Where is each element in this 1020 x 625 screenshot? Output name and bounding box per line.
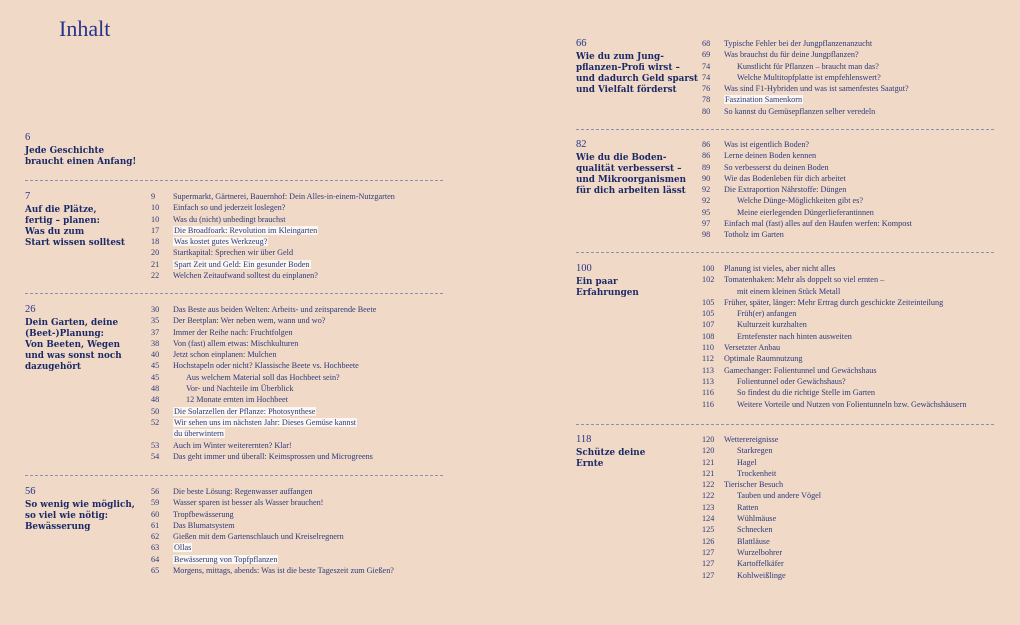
entry-title-highlight: Bewässerung von Topfpflanzen bbox=[174, 554, 278, 564]
toc-entry[interactable] bbox=[151, 531, 394, 542]
entry-title: Was sind F1-Hybriden und was ist samenfestes Saatgut? bbox=[724, 84, 909, 94]
section-divider bbox=[576, 252, 994, 253]
entry-page-number: 52 bbox=[151, 417, 160, 427]
entry-title bbox=[173, 554, 278, 565]
entry-page-number: 108 bbox=[702, 331, 715, 341]
toc-entry[interactable] bbox=[151, 247, 395, 258]
toc-entry[interactable] bbox=[151, 520, 394, 531]
toc-entry[interactable] bbox=[702, 49, 909, 60]
entry-title-highlight: Spart Zeit und Geld: Ein gesunder Boden bbox=[174, 259, 310, 269]
toc-entry[interactable] bbox=[702, 342, 967, 353]
entry-page-number: 90 bbox=[702, 173, 711, 183]
toc-entry[interactable] bbox=[702, 286, 967, 297]
entry-title: Totholz im Garten bbox=[724, 230, 784, 240]
toc-entry[interactable] bbox=[702, 490, 821, 501]
toc-entry[interactable] bbox=[151, 486, 394, 497]
section-divider bbox=[25, 180, 443, 181]
entry-title: Blattläuse bbox=[737, 536, 770, 546]
section-entries bbox=[151, 191, 395, 281]
entry-title: 12 Monate ernten im Hochbeet bbox=[186, 395, 288, 405]
entry-page-number bbox=[151, 428, 173, 439]
entry-page-number: 60 bbox=[151, 509, 160, 519]
entry-page-number: 59 bbox=[151, 498, 160, 508]
entry-page-number: 10 bbox=[151, 203, 160, 213]
entry-page-number: 37 bbox=[151, 327, 160, 337]
section-title: Schütze deine Ernte bbox=[576, 448, 646, 469]
section-entries bbox=[702, 263, 967, 410]
entry-title: Wie das Bodenleben für dich arbeitet bbox=[724, 173, 846, 183]
entry-page-number: 92 bbox=[702, 196, 711, 206]
entry-page-number: 61 bbox=[151, 520, 160, 530]
entry-page-number: 54 bbox=[151, 451, 160, 461]
toc-entry[interactable] bbox=[702, 365, 967, 376]
entry-title-highlight: Die Solarzellen der Pflanze: Photosynthese bbox=[174, 406, 316, 416]
section-divider bbox=[576, 424, 994, 425]
toc-entry[interactable] bbox=[151, 315, 376, 326]
entry-page-number: 48 bbox=[151, 395, 160, 405]
toc-entry[interactable] bbox=[702, 468, 821, 479]
toc-entry[interactable] bbox=[702, 524, 821, 535]
toc-entry[interactable] bbox=[702, 536, 821, 547]
toc-entry[interactable] bbox=[702, 502, 821, 513]
entry-title: Welche Dünge-Möglichkeiten gibt es? bbox=[737, 196, 863, 206]
toc-entry[interactable] bbox=[151, 451, 376, 462]
toc-entry[interactable] bbox=[151, 225, 395, 236]
entry-page-number: 48 bbox=[151, 384, 160, 394]
toc-entry[interactable] bbox=[702, 218, 912, 229]
section-page-number: 26 bbox=[25, 304, 36, 315]
toc-entry[interactable] bbox=[702, 434, 821, 445]
toc-entry[interactable] bbox=[151, 428, 376, 439]
section-page-number: 6 bbox=[25, 132, 31, 143]
entry-page-number: 20 bbox=[151, 248, 160, 258]
toc-entry[interactable] bbox=[151, 349, 376, 360]
entry-page-number: 74 bbox=[702, 61, 711, 71]
toc-entry[interactable] bbox=[702, 184, 912, 195]
toc-entry[interactable] bbox=[702, 94, 909, 105]
entry-title: Tropfbewässerung bbox=[173, 509, 234, 519]
section-entries bbox=[151, 486, 394, 576]
entry-title: Optimale Raumnutzung bbox=[724, 354, 803, 364]
toc-entry[interactable] bbox=[702, 387, 967, 398]
entry-page-number: 95 bbox=[702, 207, 711, 217]
entry-title: Starkregen bbox=[737, 446, 773, 456]
entry-title: Einfach mal (fast) alles auf den Haufen werfen: Kompost bbox=[724, 219, 912, 229]
toc-entry[interactable] bbox=[151, 338, 376, 349]
section-entries bbox=[151, 304, 376, 462]
entry-page-number: 122 bbox=[702, 491, 715, 501]
entry-page-number: 113 bbox=[702, 365, 714, 375]
toc-entry[interactable] bbox=[702, 173, 912, 184]
entry-page-number: 98 bbox=[702, 230, 711, 240]
toc-entry[interactable] bbox=[151, 372, 376, 383]
toc-entry[interactable] bbox=[702, 331, 967, 342]
toc-entry[interactable] bbox=[151, 554, 394, 565]
section-divider bbox=[25, 475, 443, 476]
entry-title: Auch im Winter weiterernten? Klar! bbox=[173, 440, 292, 450]
section-page-number: 56 bbox=[25, 486, 36, 497]
entry-title bbox=[173, 225, 318, 236]
toc-entry[interactable] bbox=[702, 479, 821, 490]
toc-entry[interactable] bbox=[702, 376, 967, 387]
entry-title: Vor- und Nachteile im Überblick bbox=[186, 384, 294, 394]
entry-title: Tomatenhaken: Mehr als doppelt so viel ernten – bbox=[724, 275, 885, 285]
toc-entry[interactable] bbox=[151, 191, 395, 202]
entry-page-number: 86 bbox=[702, 151, 711, 161]
section-title: Dein Garten, deine (Beet-)Planung: Von Beeten, Wegen und was sonst noch dazugehört bbox=[25, 318, 122, 372]
toc-entry[interactable] bbox=[151, 497, 394, 508]
entry-title: So kannst du Gemüsepflanzen selber veredeln bbox=[724, 106, 876, 116]
toc-entry[interactable] bbox=[702, 558, 821, 569]
entry-page-number: 53 bbox=[151, 440, 160, 450]
toc-entry[interactable] bbox=[151, 214, 395, 225]
entry-title: Folientunnel oder Gewächshaus? bbox=[737, 376, 846, 386]
entry-page-number: 97 bbox=[702, 219, 711, 229]
entry-title: Was du (nicht) unbedingt brauchst bbox=[173, 214, 286, 224]
toc-entry[interactable] bbox=[702, 38, 909, 49]
entry-page-number: 9 bbox=[151, 192, 156, 201]
section-title: Wie du zum Jung- pflanzen-Profi wirst – und dadurch Geld sparst und Vielfalt förderst bbox=[576, 52, 698, 95]
toc-entry[interactable] bbox=[702, 547, 821, 558]
entry-title: Ratten bbox=[737, 502, 759, 512]
entry-page-number: 40 bbox=[151, 350, 160, 360]
entry-title: Von (fast) allem etwas: Mischkulturen bbox=[173, 338, 299, 348]
entry-title: Trockenheit bbox=[737, 468, 777, 478]
toc-entry[interactable] bbox=[702, 297, 967, 308]
toc-entry[interactable] bbox=[151, 417, 376, 428]
entry-page-number: 123 bbox=[702, 502, 715, 512]
entry-title: Der Beetplan: Wer neben wem, wann und wo? bbox=[173, 316, 326, 326]
toc-entry[interactable] bbox=[151, 270, 395, 281]
entry-page-number: 80 bbox=[702, 106, 711, 116]
entry-page-number: 126 bbox=[702, 536, 715, 546]
section-entries bbox=[702, 139, 912, 241]
toc-entry[interactable] bbox=[151, 202, 395, 213]
entry-title: Früher, später, länger: Mehr Ertrag durch geschickte Zeiteinteilung bbox=[724, 297, 944, 307]
entry-page-number: 107 bbox=[702, 320, 715, 330]
entry-title: Weitere Vorteile und Nutzen von Folientunneln bzw. Gewächshäusern bbox=[737, 399, 967, 409]
entry-page-number: 63 bbox=[151, 543, 160, 553]
entry-title: mit einem kleinen Stück Metall bbox=[737, 286, 841, 296]
entry-page-number: 64 bbox=[151, 554, 160, 564]
toc-entry[interactable] bbox=[702, 353, 967, 364]
entry-title: Gießen mit dem Gartenschlauch und Kreiselregnern bbox=[173, 532, 344, 542]
entry-page-number: 21 bbox=[151, 259, 160, 269]
entry-page-number: 127 bbox=[702, 570, 715, 580]
entry-title: Kulturzeit kurzhalten bbox=[737, 320, 807, 330]
entry-title: Früh(er) anfangen bbox=[737, 309, 797, 319]
entry-page-number: 127 bbox=[702, 559, 715, 569]
toc-entry[interactable] bbox=[702, 513, 821, 524]
entry-title: Tauben und andere Vögel bbox=[737, 491, 822, 501]
toc-entry[interactable] bbox=[151, 394, 376, 405]
toc-entry[interactable] bbox=[702, 399, 967, 410]
entry-page-number: 45 bbox=[151, 361, 160, 371]
entry-page-number: 10 bbox=[151, 214, 160, 224]
entry-title bbox=[173, 259, 311, 270]
entry-title: Versetzter Anbau bbox=[724, 343, 781, 353]
entry-title: Kunstlicht für Pflanzen – braucht man das? bbox=[737, 61, 879, 71]
entry-page-number: 121 bbox=[702, 457, 715, 467]
toc-entry[interactable] bbox=[151, 236, 395, 247]
section-entries bbox=[702, 434, 821, 581]
section-page-number: 66 bbox=[576, 38, 587, 49]
toc-entry[interactable] bbox=[151, 327, 376, 338]
entry-page-number: 69 bbox=[702, 50, 711, 60]
entry-title: Einfach so und jederzeit loslegen? bbox=[173, 203, 286, 213]
entry-page-number: 121 bbox=[702, 468, 715, 478]
entry-title: Morgens, mittags, abends: Was ist die beste Tageszeit zum Gießen? bbox=[173, 566, 394, 576]
toc-entry[interactable] bbox=[702, 274, 967, 285]
entry-page-number: 35 bbox=[151, 316, 160, 326]
entry-title bbox=[173, 236, 268, 247]
entry-title: Erntefenster nach hinten ausweiten bbox=[737, 331, 852, 341]
toc-entry[interactable] bbox=[702, 570, 821, 581]
entry-page-number: 30 bbox=[151, 305, 160, 314]
toc-entry[interactable] bbox=[702, 162, 912, 173]
section-title: Wie du die Boden- qualität verbesserst – und Mikroorganismen für dich arbeiten lässt bbox=[576, 153, 687, 196]
section-title: Ein paar Erfahrungen bbox=[576, 277, 639, 298]
entry-title: Die beste Lösung: Regenwasser auffangen bbox=[173, 487, 313, 496]
entry-title: Lerne deinen Boden kennen bbox=[724, 151, 817, 161]
entry-title: Startkapital: Sprechen wir über Geld bbox=[173, 248, 294, 258]
section-title: Jede Geschichte braucht einen Anfang! bbox=[25, 146, 137, 167]
section-divider bbox=[576, 129, 994, 130]
entry-page-number: 65 bbox=[151, 566, 160, 576]
entry-title bbox=[724, 94, 803, 105]
entry-title bbox=[173, 406, 316, 417]
entry-title-highlight: Faszination Samenkorn bbox=[725, 95, 803, 105]
entry-page-number: 110 bbox=[702, 343, 714, 353]
entry-title: Meine eierlegenden Düngerlieferantinnen bbox=[737, 207, 874, 217]
entry-title: Das Blumatsystem bbox=[173, 520, 235, 530]
entry-page-number: 18 bbox=[151, 237, 160, 247]
toc-entry[interactable] bbox=[151, 565, 394, 576]
section-title: So wenig wie möglich, so viel wie nötig: Bewässerung bbox=[25, 500, 135, 532]
entry-page-number: 68 bbox=[702, 39, 711, 48]
entry-page-number: 89 bbox=[702, 162, 711, 172]
entry-title-highlight: Wir sehen uns im nächsten Jahr: Dieses Gemüse kannst bbox=[174, 417, 357, 427]
entry-title: Hochstapeln oder nicht? Klassische Beete vs. Hochbeete bbox=[173, 361, 359, 371]
entry-page-number: 38 bbox=[151, 338, 160, 348]
entry-title: Die Extraportion Nährstoffe: Düngen bbox=[724, 185, 847, 195]
entry-title: Gamechanger: Folientunnel und Gewächshaus bbox=[724, 365, 877, 375]
entry-title: Aus welchem Material soll das Hochbeet sein? bbox=[186, 372, 340, 382]
entry-title: Hagel bbox=[737, 457, 757, 467]
toc-entry[interactable] bbox=[702, 263, 967, 274]
entry-title bbox=[173, 542, 192, 553]
entry-page-number: 78 bbox=[702, 95, 711, 105]
entry-page-number bbox=[702, 286, 724, 297]
page-title: Inhalt bbox=[59, 16, 111, 41]
entry-page-number: 113 bbox=[702, 376, 714, 386]
section-page-number: 82 bbox=[576, 139, 587, 150]
entry-page-number: 116 bbox=[702, 388, 714, 398]
entry-page-number: 86 bbox=[702, 140, 711, 149]
toc-entry[interactable] bbox=[702, 319, 967, 330]
entry-page-number: 62 bbox=[151, 532, 160, 542]
entry-title: Wetterereignisse bbox=[724, 435, 779, 444]
toc-entry[interactable] bbox=[702, 72, 909, 83]
entry-page-number: 74 bbox=[702, 72, 711, 82]
entry-title: So findest du die richtige Stelle im Garten bbox=[737, 388, 876, 398]
toc-entry[interactable] bbox=[151, 304, 376, 315]
entry-title: Welchen Zeitaufwand solltest du einplanen? bbox=[173, 271, 318, 281]
entry-title: Wasser sparen ist besser als Wasser brauchen! bbox=[173, 498, 324, 508]
section-page-number: 118 bbox=[576, 434, 592, 445]
entry-page-number: 102 bbox=[702, 275, 715, 285]
toc-entry[interactable] bbox=[151, 509, 394, 520]
entry-page-number: 105 bbox=[702, 309, 715, 319]
toc-entry[interactable] bbox=[702, 207, 912, 218]
section-page-number: 7 bbox=[25, 191, 31, 202]
section-divider bbox=[25, 293, 443, 294]
toc-entry[interactable] bbox=[151, 259, 395, 270]
section-entries bbox=[702, 38, 909, 117]
entry-page-number: 56 bbox=[151, 487, 160, 496]
toc-entry[interactable] bbox=[151, 406, 376, 417]
entry-title bbox=[173, 417, 357, 428]
entry-title: Tierischer Besuch bbox=[724, 480, 784, 490]
entry-title: Planung ist vieles, aber nicht alles bbox=[724, 264, 836, 273]
entry-title-highlight: Was kostet gutes Werkzeug? bbox=[174, 237, 268, 247]
entry-page-number: 127 bbox=[702, 547, 715, 557]
section-title: Auf die Plätze, fertig – planen: Was du zum Start wissen solltest bbox=[25, 205, 125, 248]
toc-entry[interactable] bbox=[151, 360, 376, 371]
toc-entry[interactable] bbox=[151, 440, 376, 451]
entry-title bbox=[173, 428, 225, 439]
entry-page-number: 112 bbox=[702, 354, 714, 364]
entry-page-number: 122 bbox=[702, 480, 715, 490]
toc-entry[interactable] bbox=[151, 542, 394, 553]
entry-page-number: 125 bbox=[702, 525, 715, 535]
entry-page-number: 92 bbox=[702, 185, 711, 195]
entry-page-number: 100 bbox=[702, 264, 715, 273]
section-page-number: 100 bbox=[576, 263, 592, 274]
entry-page-number: 105 bbox=[702, 297, 715, 307]
entry-page-number: 120 bbox=[702, 446, 715, 456]
toc-entry[interactable] bbox=[702, 83, 909, 94]
entry-page-number: 124 bbox=[702, 514, 715, 524]
toc-entry[interactable] bbox=[702, 195, 912, 206]
entry-title: Welche Multitopfplatte ist empfehlenswert? bbox=[737, 72, 881, 82]
entry-title: Was brauchst du für deine Jungpflanzen? bbox=[724, 50, 859, 60]
toc-entry[interactable] bbox=[702, 308, 967, 319]
entry-title: Jetzt schon einplanen: Mulchen bbox=[173, 350, 277, 360]
entry-page-number: 45 bbox=[151, 372, 160, 382]
entry-title-highlight: Die Broadfoark: Revolution im Kleingarten bbox=[174, 225, 318, 235]
entry-page-number: 120 bbox=[702, 435, 715, 444]
entry-title: So verbesserst du deinen Boden bbox=[724, 162, 829, 172]
toc-entry[interactable] bbox=[151, 383, 376, 394]
entry-title: Kartoffelkäfer bbox=[737, 559, 784, 569]
entry-title: Typische Fehler bei der Jungpflanzenanzucht bbox=[724, 39, 873, 48]
entry-page-number: 116 bbox=[702, 399, 714, 409]
entry-title: Immer der Reihe nach: Fruchtfolgen bbox=[173, 327, 293, 337]
entry-title: Das Beste aus beiden Welten: Arbeits- und zeitsparende Beete bbox=[173, 305, 377, 314]
entry-title: Supermarkt, Gärtnerei, Bauernhof: Dein Alles-in-einem-Nutzgarten bbox=[173, 192, 395, 201]
entry-title: Kohlweißlinge bbox=[737, 570, 786, 580]
entry-page-number: 50 bbox=[151, 406, 160, 416]
entry-page-number: 76 bbox=[702, 84, 711, 94]
entry-page-number: 22 bbox=[151, 271, 160, 281]
toc-entry[interactable] bbox=[702, 139, 912, 150]
entry-title-highlight: du überwintern bbox=[174, 429, 224, 439]
toc-entry[interactable] bbox=[702, 106, 909, 117]
toc-entry[interactable] bbox=[702, 229, 912, 240]
entry-title-highlight: Ollas bbox=[174, 543, 192, 553]
entry-page-number: 17 bbox=[151, 225, 160, 235]
entry-title: Schnecken bbox=[737, 525, 773, 535]
entry-title: Das geht immer und überall: Keimsprossen und Microgreens bbox=[173, 451, 373, 461]
entry-title: Wühlmäuse bbox=[737, 514, 777, 524]
toc-entry[interactable] bbox=[702, 457, 821, 468]
entry-title: Wurzelbohrer bbox=[737, 547, 783, 557]
toc-entry[interactable] bbox=[702, 150, 912, 161]
toc-entry[interactable] bbox=[702, 445, 821, 456]
entry-title: Was ist eigentlich Boden? bbox=[724, 140, 810, 149]
toc-entry[interactable] bbox=[702, 61, 909, 72]
